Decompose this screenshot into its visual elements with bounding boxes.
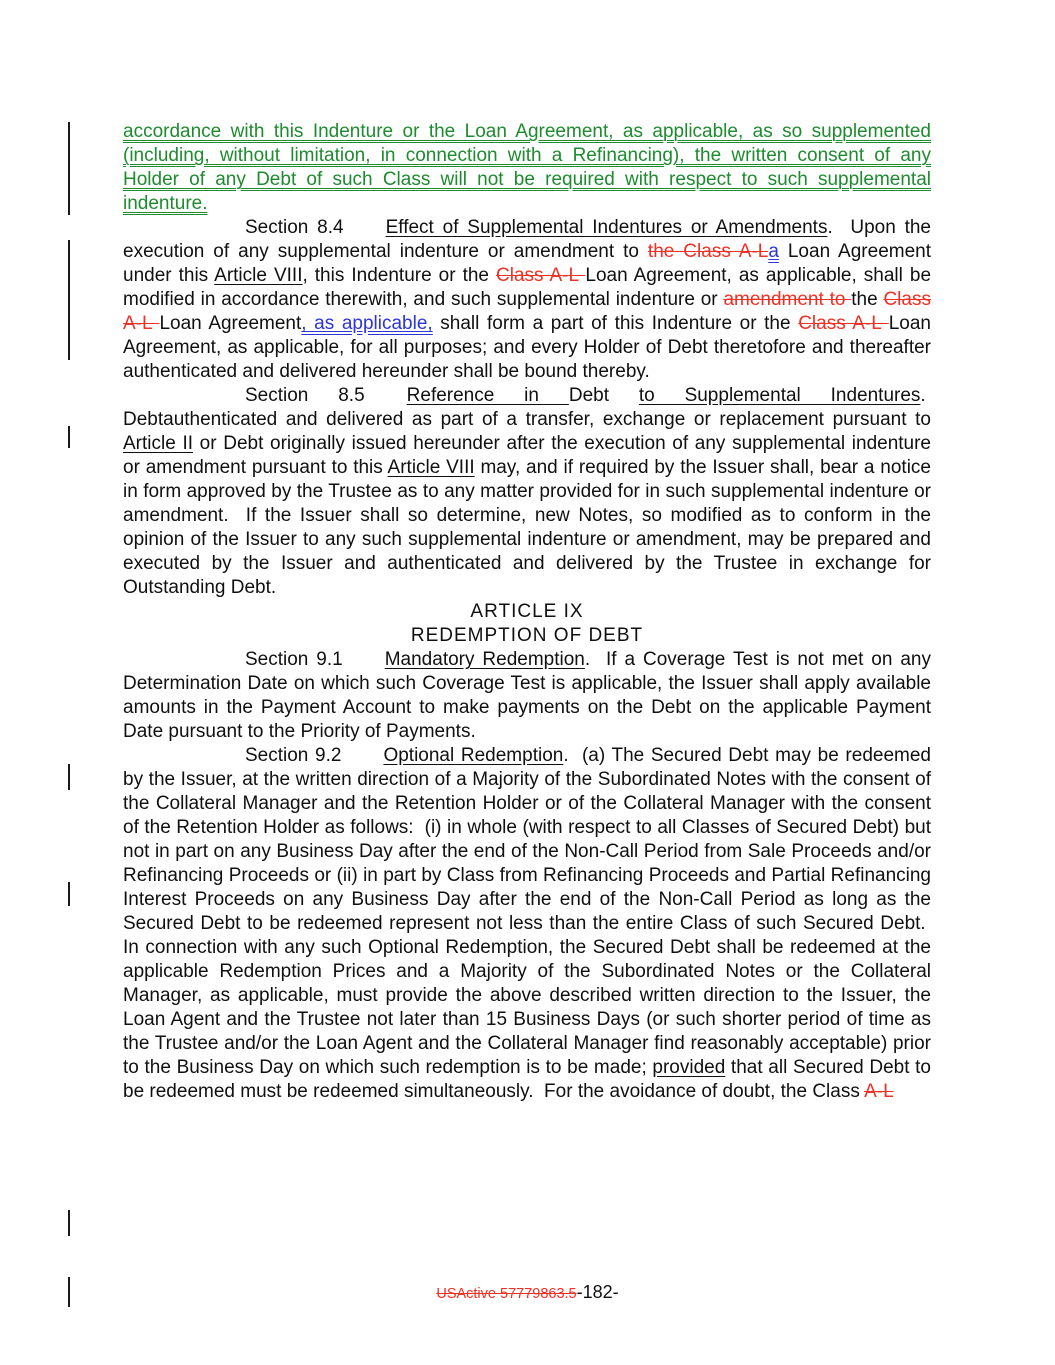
article-subheading: REDEMPTION OF DEBT <box>410 625 644 646</box>
paragraph-section-8-4 <box>123 216 931 384</box>
paragraph-section-8-5 <box>123 384 931 600</box>
text-run-plain: Section 8.5 <box>245 385 365 406</box>
text-run-del: Class A-L <box>496 265 586 286</box>
article-heading: ARTICLE IX <box>470 601 584 622</box>
text-run-u: Optional Redemption <box>383 745 564 766</box>
text-run-u: Article II <box>123 433 194 454</box>
text-run-plain: Section 8.4 <box>245 217 344 238</box>
text-run-u: provided <box>652 1057 726 1078</box>
text-run-plain: or Debt originally issued hereunder after the execution of any supplemental indenture or amendment pursuant to this <box>123 433 932 478</box>
text-run-del: the Class A-L <box>647 241 769 262</box>
text-run-plain: the <box>851 289 884 310</box>
text-run-plain: . Debtauthenticated and delivered as part of a transfer, exchange or replacement pursuant to <box>123 385 931 430</box>
text-run-plain: Loan Agreement, as applicable, for all purposes; and every Holder of Debt theretofore and thereafter authenticated and delivered hereunder shall be bound thereby. <box>123 313 932 382</box>
text-run-u: Reference in <box>406 385 569 406</box>
text-run-green: accordance with this Indenture or the Loan Agreement, as applicable, as so supplemented (including, without limitation, in connection with a Refinancing), the written consent of any Holder of any Debt of such Class will not be required with respect to such supplemental indenture. <box>123 121 931 214</box>
text-run-del: Class A-L <box>123 289 931 334</box>
text-run-plain: Debt <box>568 385 639 406</box>
change-bar <box>68 122 70 215</box>
page-number: -182- <box>576 1282 619 1302</box>
text-run-plain: . (a) The Secured Debt may be redeemed by the Issuer, at the written direction of a Majority of the Subordinated Notes with the consent of the Collateral Manager and the Retention Holder or of the Collateral Manager with the consent of the Retention Holder as follows: (i) in whole (with respect to all Classes of Secured Debt) but not in part on any Business Day after the end of the Non-Call Period from Sale Proceeds and/or Refinancing Proceeds or (ii) in part by Class from Refinancing Proceeds and Partial Refinancing Interest Proceeds on any Business Day after the end of the Non-Call Period as long as the Secured Debt to be redeemed represent not less than the entire Class of such Secured Debt. In connection with any such Optional Redemption, the Secured Debt shall be redeemed at the applicable Redemption Prices and a Majority of the Subordinated Notes or the Collateral Manager, as applicable, must provide the above described written direction to the Issuer, the Loan Agent and the Trustee not later than 15 Business Days (or such shorter period of time as the Trustee and/or the Loan Agent and the Collateral Manager find reasonably acceptable) prior to the Business Day on which such redemption is to be made; <box>123 745 931 1078</box>
text-run-plain: Loan Agreement under this <box>123 241 931 286</box>
text-run-plain: Section 9.2 <box>245 745 342 766</box>
text-run-plain: Loan Agreement <box>159 313 302 334</box>
change-bar <box>68 1210 70 1236</box>
change-bar <box>68 764 70 790</box>
text-run-del: A-L <box>864 1081 894 1102</box>
text-run-plain: shall form a part of this Indenture or the <box>432 313 799 334</box>
text-run-plain: Loan Agreement, as applicable, shall be modified in accordance therewith, and such supplemental indenture or <box>123 265 932 310</box>
text-run-del: Class A-L <box>798 313 889 334</box>
text-run-plain: that all Secured Debt to be redeemed must be redeemed simultaneously. For the avoidance of doubt, the Class <box>123 1057 931 1102</box>
text-run-ins: a <box>768 241 779 262</box>
text-run-u: to Supplemental Indentures <box>638 385 921 406</box>
text-run-u: Article VIII <box>214 265 303 286</box>
text-run-ins: , as applicable, <box>301 313 433 334</box>
text-run-u: Article VIII <box>387 457 475 478</box>
text-run-plain: may, and if required by the Issuer shall, bear a notice in form approved by the Trustee as to any matter provided for in such supplemental indenture or amendment. If the Issuer shall so determine, new Notes, so modified as to conform in the opinion of the Issuer to any such supplemental indenture or amendment, may be prepared and executed by the Issuer and authenticated and delivered by the Trustee in exchange for Outstanding Debt. <box>123 457 931 598</box>
footer-doc-stamp: USActive 57779863.5 <box>436 1286 577 1302</box>
text-run-plain: Section 9.1 <box>245 649 343 670</box>
text-run-plain: . Upon the execution of any supplemental indenture or amendment to <box>123 217 931 262</box>
text-run-del: amendment to <box>723 289 852 310</box>
text-run-u: Effect of Supplemental Indentures or Amendments <box>385 217 828 238</box>
change-bar <box>68 882 70 906</box>
paragraph-section-9-2 <box>123 744 931 1104</box>
text-run-u: Mandatory Redemption <box>384 649 585 670</box>
change-bar <box>68 240 70 360</box>
paragraph-section-9-1 <box>123 648 931 744</box>
text-run-plain: . If a Coverage Test is not met on any Determination Date on which such Coverage Test is applicable, the Issuer shall apply available amounts in the Payment Account to make payments on the Debt on the applicable Payment Date pursuant to the Priority of Payments. <box>123 649 931 742</box>
paragraph-inserted-green <box>123 120 931 216</box>
page-footer <box>0 1282 1055 1303</box>
document-body <box>123 120 931 1104</box>
change-bar <box>68 426 70 448</box>
text-run-plain: , this Indenture or the <box>302 265 497 286</box>
